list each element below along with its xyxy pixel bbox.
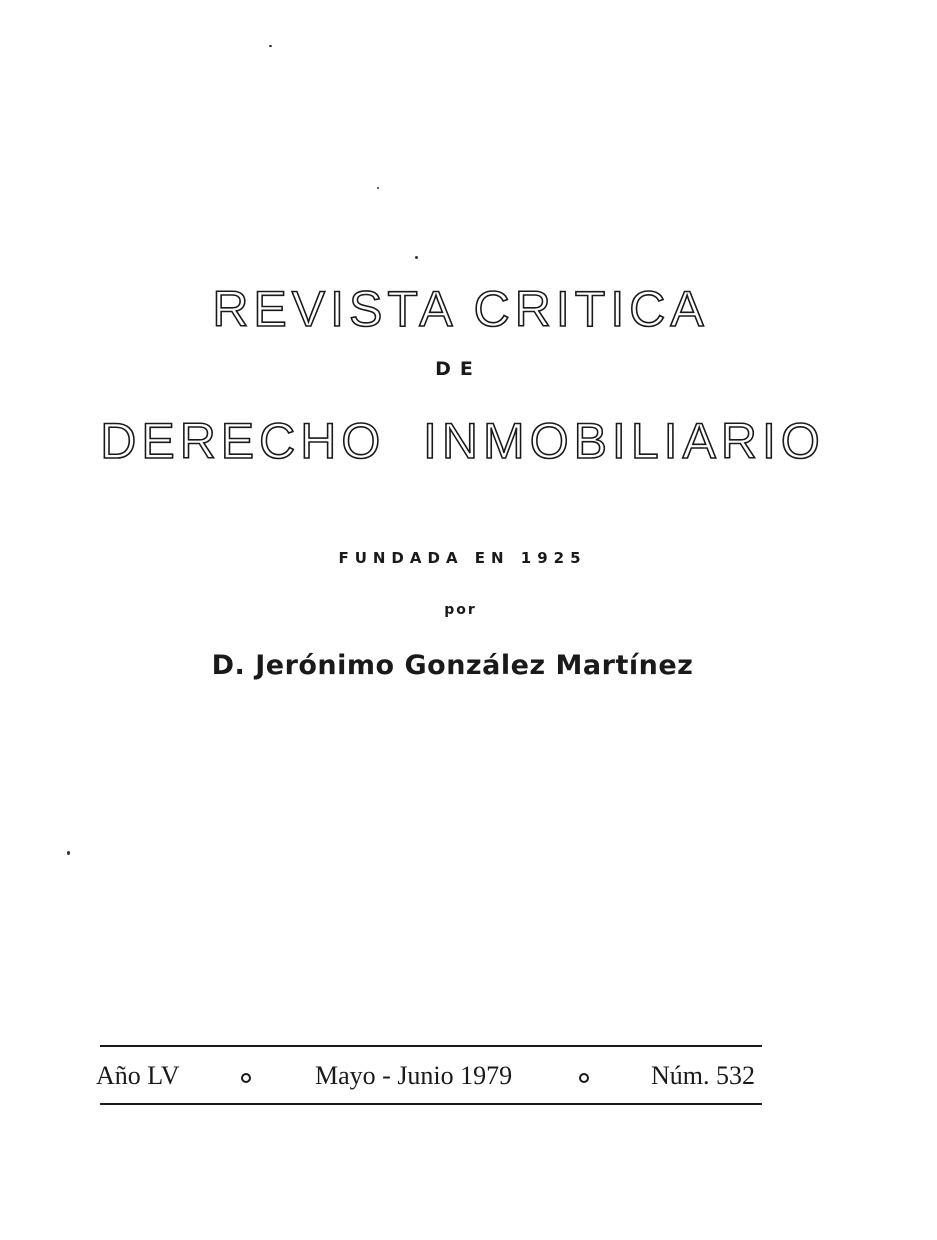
scan-speck <box>377 187 379 189</box>
founded-line: FUNDADA EN 1925 <box>338 549 587 567</box>
scan-speck <box>415 256 418 259</box>
by-line: por <box>444 602 477 618</box>
issue-date: Mayo - Junio 1979 <box>315 1061 513 1090</box>
scan-speck <box>269 45 272 47</box>
issue-year: Año LV <box>96 1061 180 1090</box>
issue-number: Núm. 532 <box>651 1061 755 1090</box>
scan-speck <box>67 851 70 855</box>
journal-title-line-3: DERECHO INMOBILIARIO <box>100 413 825 469</box>
footer-bottom-rule <box>100 1103 762 1105</box>
circle-bullet-icon <box>579 1073 589 1083</box>
circle-bullet-icon <box>241 1073 251 1083</box>
journal-title-line-2: DE <box>435 358 482 380</box>
founder-name: D. Jerónimo González Martínez <box>211 650 694 681</box>
footer-top-rule <box>100 1045 762 1047</box>
journal-title-line-1: REVISTA CRITICA <box>212 281 709 337</box>
